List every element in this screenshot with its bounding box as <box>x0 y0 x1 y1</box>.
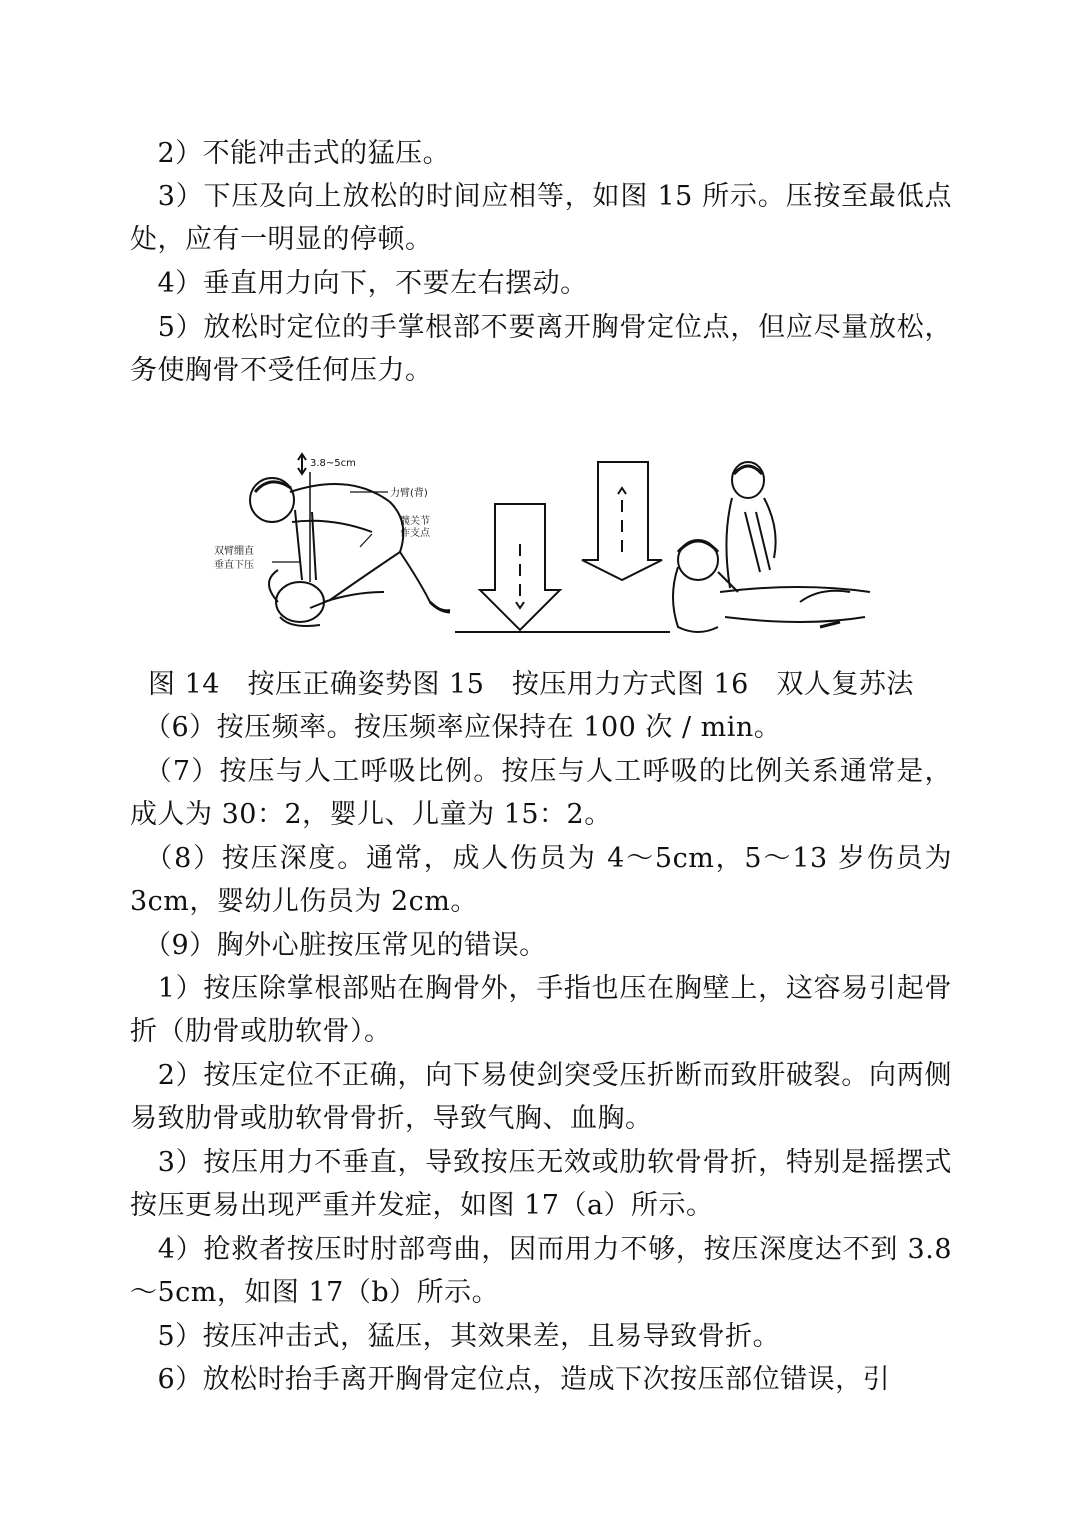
paragraph-compression-depth: （8）按压深度。通常，成人伤员为 4～5cm，5～13 岁伤员为 3cm，婴幼儿伤员为 2cm。 <box>130 843 952 917</box>
paragraph-common-errors: （9）胸外心脏按压常见的错误。 <box>130 930 547 961</box>
cpr-figures <box>200 452 880 647</box>
label-hip-joint-line1: 髋关节 <box>400 516 430 527</box>
paragraph-error-1: 1）按压除掌根部贴在胸骨外，手指也压在胸壁上，这容易引起骨折（肋骨或肋软骨）。 <box>130 973 952 1047</box>
label-hip-joint-line2: 作支点 <box>400 528 430 539</box>
paragraph-compression-ratio: （7）按压与人工呼吸比例。按压与人工呼吸的比例关系通常是，成人为 30：2，婴儿、儿童为 15：2。 <box>130 756 952 830</box>
label-arms-straight-line1: 双臂绷直 <box>214 546 254 557</box>
paragraph-error-2: 2）按压定位不正确，向下易使剑突受压折断而致肝破裂。向两侧易致肋骨或肋软骨骨折，导致气胸、血胸。 <box>130 1060 952 1134</box>
paragraph-vertical-force: 4）垂直用力向下，不要左右摆动。 <box>130 268 588 299</box>
paragraph-compression-rate: （6）按压频率。按压频率应保持在 100 次 / min。 <box>130 712 782 743</box>
paragraph-error-6: 6）放松时抬手离开胸骨定位点，造成下次按压部位错误，引 <box>130 1364 891 1395</box>
figure-14-correct-posture <box>250 454 450 626</box>
paragraph-equal-timing: 3）下压及向上放松的时间应相等，如图 15 所示。压按至最低点处，应有一明显的停顿。 <box>130 181 952 255</box>
label-depth: 3.8~5cm <box>310 458 356 469</box>
figure-15-force-method <box>455 462 670 632</box>
figure-caption: 图 14 按压正确姿势图 15 按压用力方式图 16 双人复苏法 <box>148 669 914 700</box>
paragraph-error-3: 3）按压用力不垂直，导致按压无效或肋软骨骨折，特别是摇摆式按压更易出现严重并发症，如图 17（a）所示。 <box>130 1147 952 1221</box>
paragraph-no-impact-press: 2）不能冲击式的猛压。 <box>130 138 451 169</box>
paragraph-error-4: 4）抢救者按压时肘部弯曲，因而用力不够，按压深度达不到 3.8～5cm，如图 17（b）所示。 <box>130 1234 952 1308</box>
paragraph-palm-stays: 5）放松时定位的手掌根部不要离开胸骨定位点，但应尽量放松，务使胸骨不受任何压力。 <box>130 312 952 386</box>
label-arm: 力臂(背) <box>390 488 428 499</box>
label-arms-straight-line2: 垂直下压 <box>214 560 254 571</box>
figure-16-two-person-cpr <box>673 462 870 632</box>
paragraph-error-5: 5）按压冲击式，猛压，其效果差，且易导致骨折。 <box>130 1321 781 1352</box>
